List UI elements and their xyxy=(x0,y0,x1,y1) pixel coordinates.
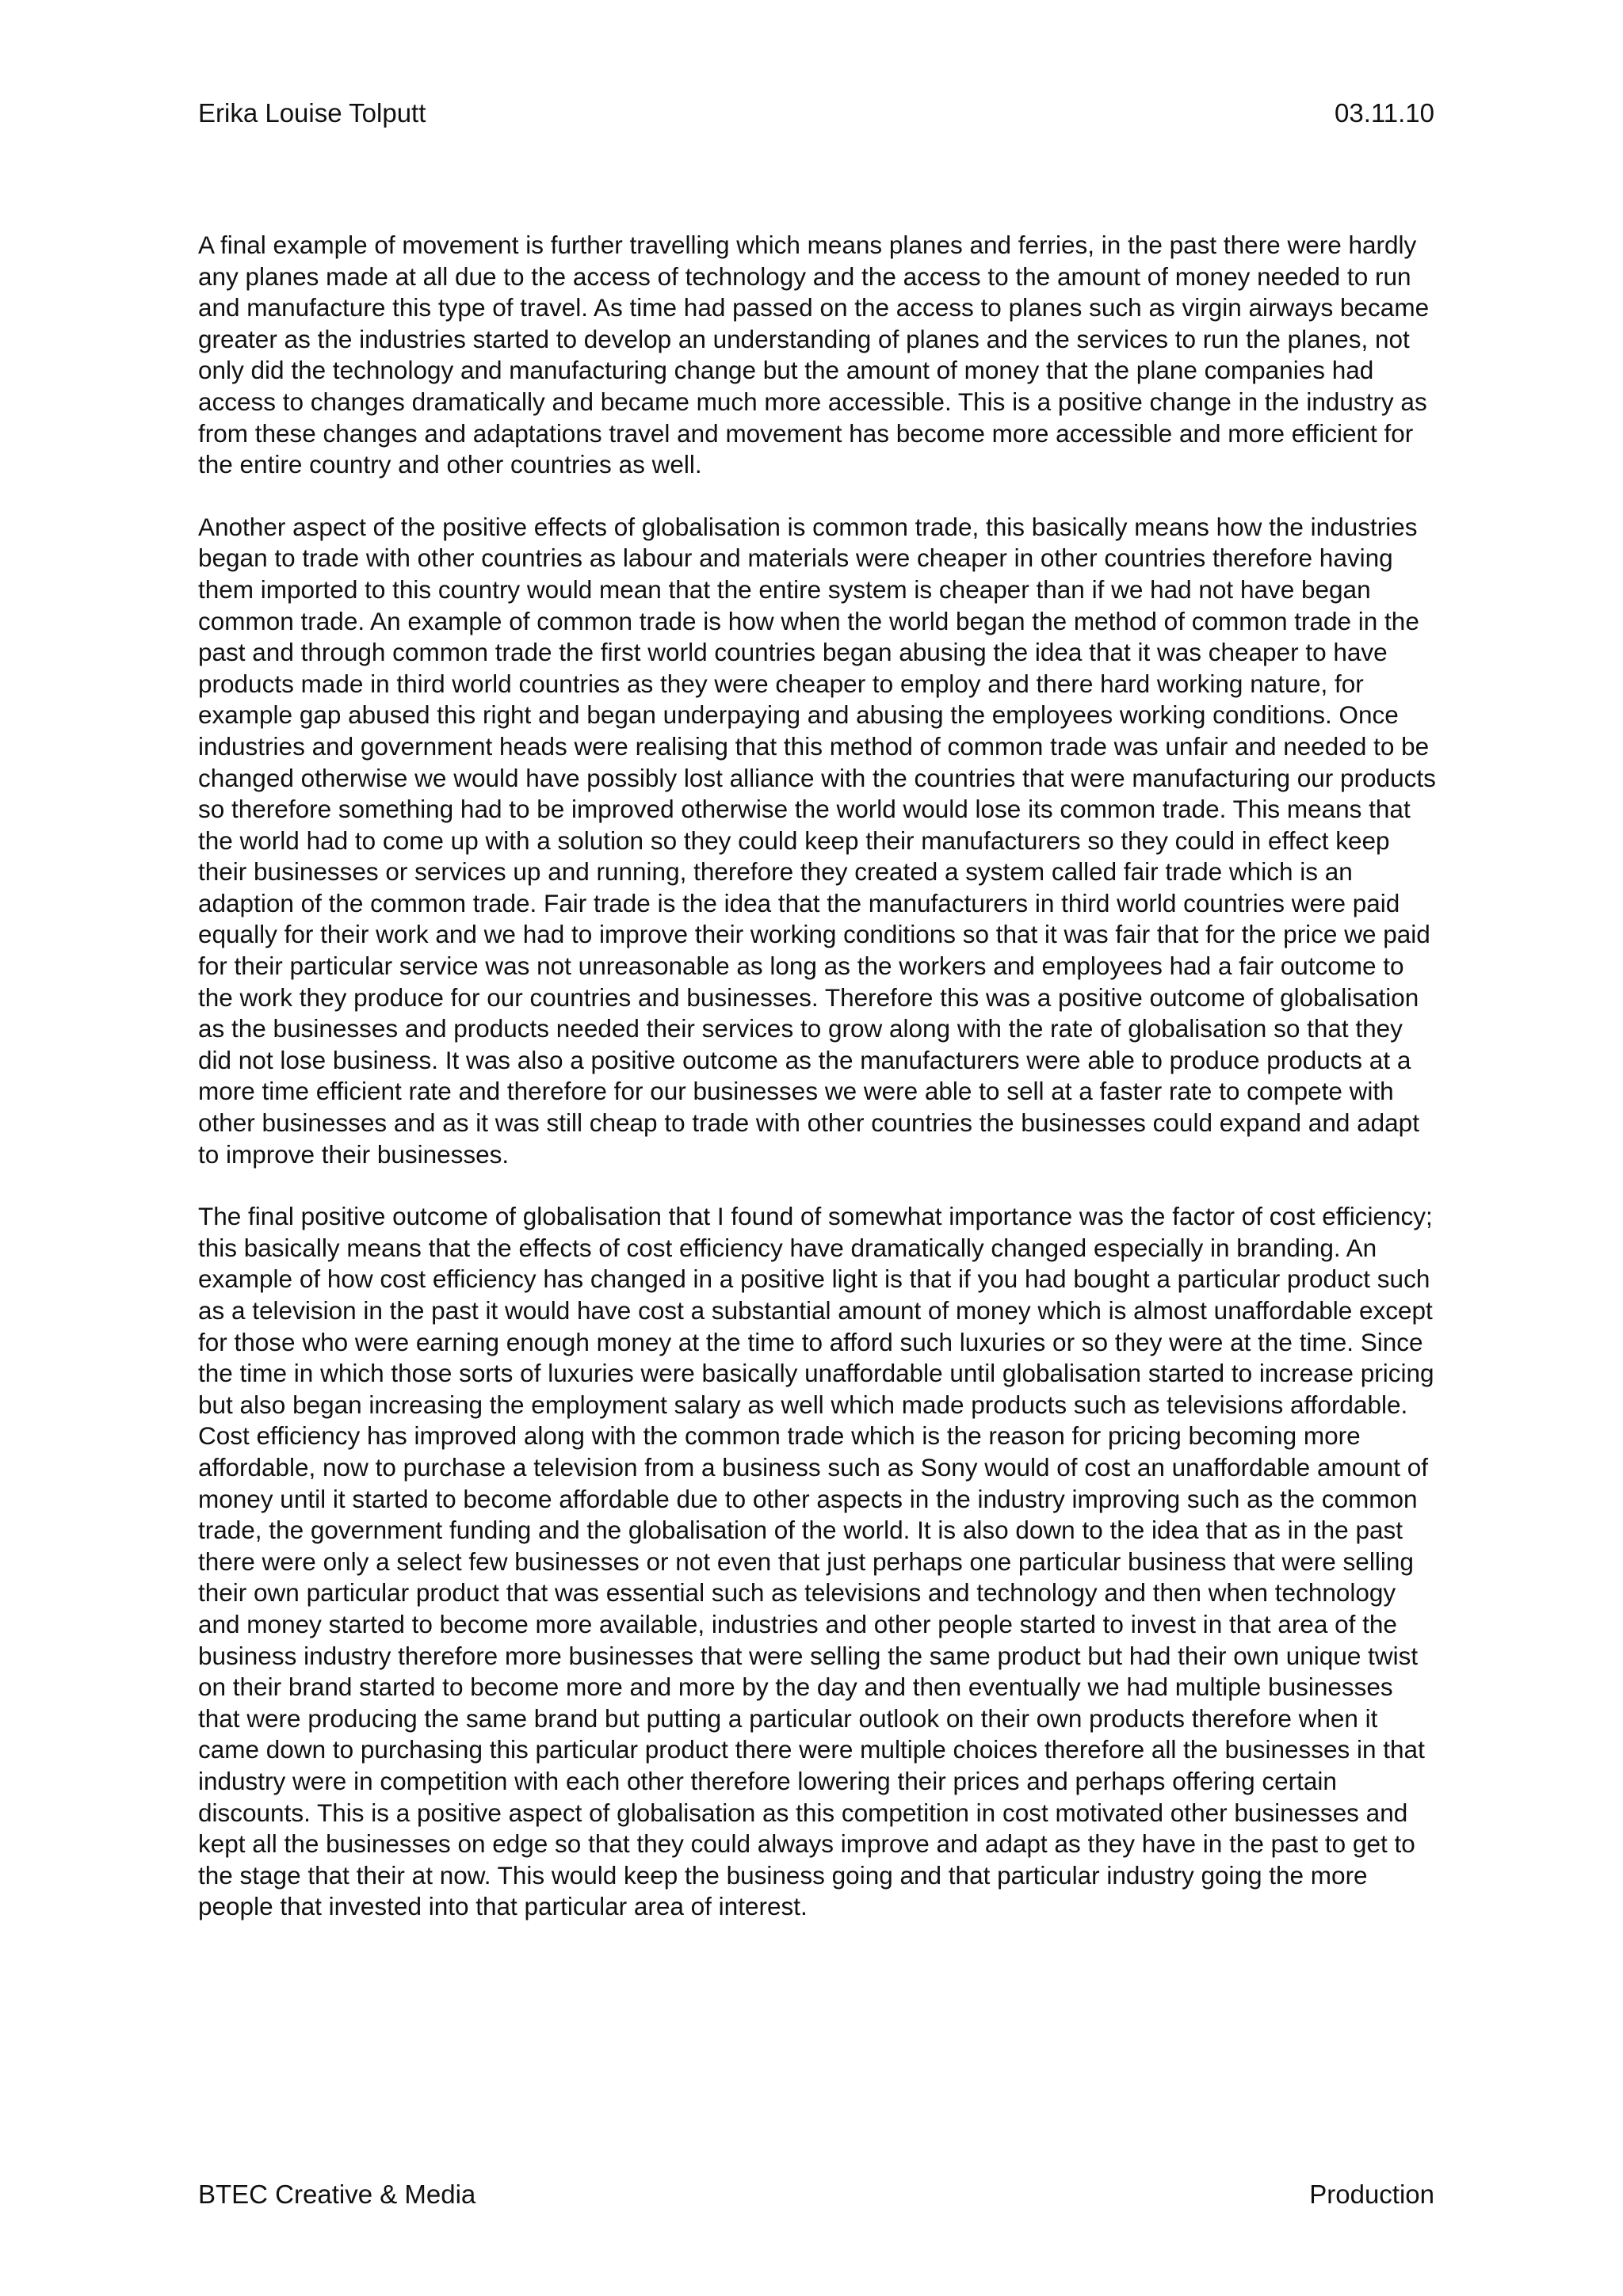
paragraph-cost-efficiency: The final positive outcome of globalisation that I found of somewhat importance was the factor of cost efficiency; this basically means that the effects of cost efficiency have dramatically changed especially in branding. An example of how cost efficiency has changed in a positive light is that if you had bought a particular product such as a television in the past it would have cost a substantial amount of money which is almost unaffordable except for those who were earning enough money at the time to afford such luxuries or so they were at the time. Since the time in which those sorts of luxuries were basically unaffordable until globalisation started to increase pricing but also began increasing the employment salary as well which made products such as televisions affordable. Cost efficiency has improved along with the common trade which is the reason for pricing becoming more affordable, now to purchase a television from a business such as Sony would of cost an unaffordable amount of money until it started to become affordable due to other aspects in the industry improving such as the common trade, the government funding and the globalisation of the world. It is also down to the idea that as in the past there were only a select few businesses or not even that just perhaps one particular business that were selling their own particular product that was essential such as televisions and technology and then when technology and money started to become more available, industries and other people started to invest in that area of the business industry therefore more businesses that were selling the same product but had their own unique twist on their brand started to become more and more by the day and then eventually we had multiple businesses that were producing the same brand but putting a particular outlook on their own products therefore when it came down to purchasing this particular product there were multiple choices therefore all the businesses in that industry were in competition with each other therefore lowering their prices and perhaps offering certain discounts. This is a positive aspect of globalisation as this competition in cost motivated other businesses and kept all the businesses on edge so that they could always improve and adapt as they have in the past to get to the stage that their at now. This would keep the business going and that particular industry going the more people that invested into that particular area of interest. xyxy=(198,1202,1434,1921)
author-name: Erika Louise Tolputt xyxy=(198,98,426,128)
page-header xyxy=(198,97,1434,129)
unit-name: Production xyxy=(1309,2180,1434,2209)
course-name: BTEC Creative & Media xyxy=(198,2180,476,2209)
document-body xyxy=(198,230,1436,1954)
paragraph-travel: A final example of movement is further travelling which means planes and ferries, in the past there were hardly any planes made at all due to the access of technology and the access to the amount of money needed to run and manufacture this type of travel. As time had passed on the access to planes such as virgin airways became greater as the industries started to develop an understanding of planes and the services to run the planes, not only did the technology and manufacturing change but the amount of money that the plane companies had access to changes dramatically and became much more accessible. This is a positive change in the industry as from these changes and adaptations travel and movement has become more accessible and more efficient for the entire country and other countries as well. xyxy=(198,231,1430,479)
document-date: 03.11.10 xyxy=(1334,98,1434,128)
paragraph-common-trade: Another aspect of the positive effects of globalisation is common trade, this basically means how the industries began to trade with other countries as labour and materials were cheaper in other countries therefore having them imported to this country would mean that the entire system is cheaper than if we had not have began common trade. An example of common trade is how when the world began the method of common trade in the past and through common trade the first world countries began abusing the idea that it was cheaper to have products made in third world countries as they were cheaper to employ and there hard working nature, for example gap abused this right and began underpaying and abusing the employees working conditions. Once industries and government heads were realising that this method of common trade was unfair and needed to be changed otherwise we would have possibly lost alliance with the countries that were manufacturing our products so therefore something had to be improved otherwise the world would lose its common trade. This means that the world had to come up with a solution so they could keep their manufacturers so they could in effect keep their businesses or services up and running, therefore they created a system called fair trade which is an adaption of the common trade. Fair trade is the idea that the manufacturers in third world countries were paid equally for their work and we had to improve their working conditions so that it was fair that for the price we paid for their particular service was not unreasonable as long as the workers and employees had a fair outcome to the work they produce for our countries and businesses. Therefore this was a positive outcome of globalisation as the businesses and products needed their services to grow along with the rate of globalisation so that they did not lose business. It was also a positive outcome as the manufacturers were able to produce products at a more time efficient rate and therefore for our businesses we were able to sell at a faster rate to compete with other businesses and as it was still cheap to trade with other countries the businesses could expand and adapt to improve their businesses. xyxy=(198,512,1436,1169)
page-footer xyxy=(198,2179,1434,2210)
